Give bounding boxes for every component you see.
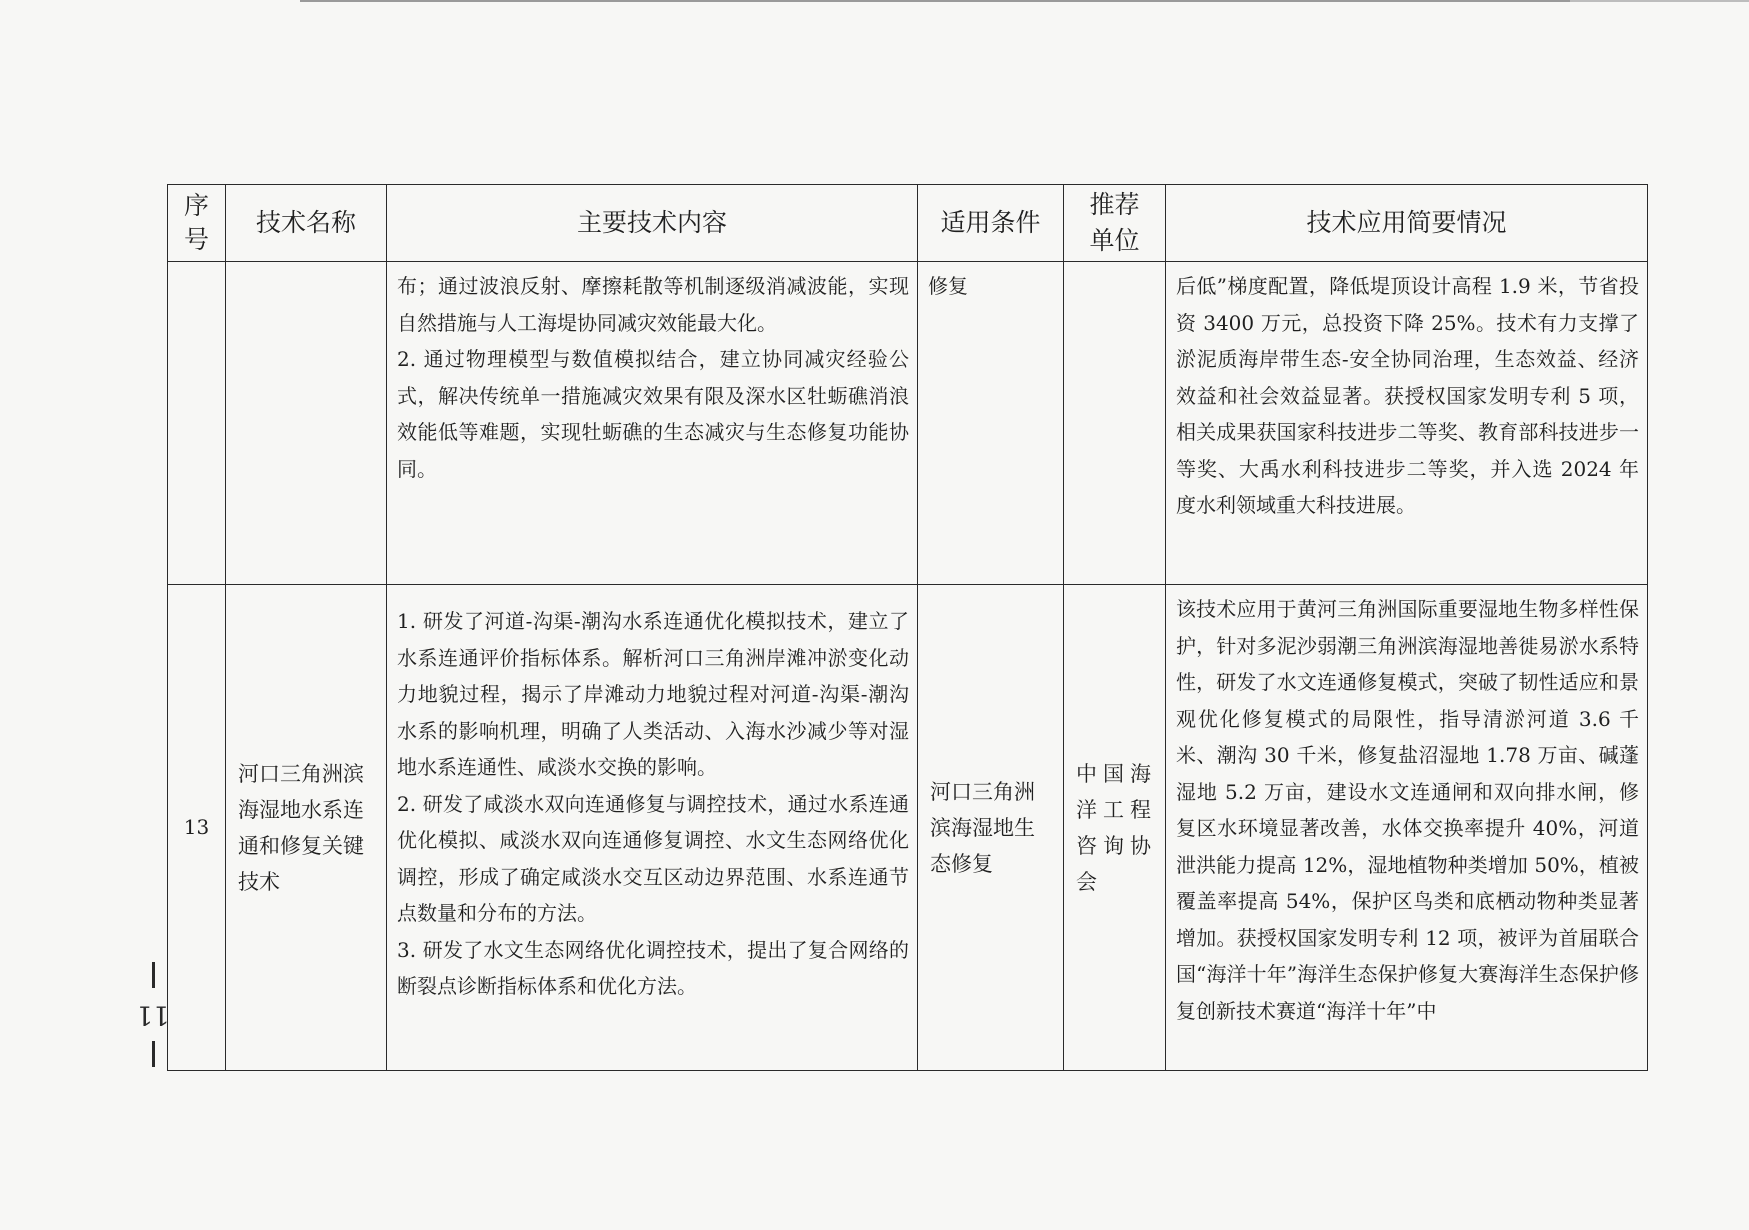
header-application: 技术应用简要情况	[1166, 185, 1648, 262]
top-rule-right	[1570, 0, 1749, 2]
row1-tech-name	[226, 262, 387, 585]
row1-seq	[168, 262, 226, 585]
header-condition: 适用条件	[918, 185, 1064, 262]
header-unit: 推荐单位	[1064, 185, 1166, 262]
header-main-content: 主要技术内容	[387, 185, 918, 262]
row2-seq: 13	[168, 585, 226, 1071]
row1-condition: 修复	[918, 262, 1064, 585]
row2-main-content	[387, 585, 918, 1071]
table-header-row	[168, 185, 1648, 262]
page-number-text: 11	[136, 999, 170, 1030]
row2-content-text: 1. 研发了河道-沟渠-潮沟水系连通优化模拟技术，建立了水系连通评价指标体系。解析河口三角洲岸滩冲淤变化动力地貌过程，揭示了岸滩动力地貌过程对河道-沟渠-潮沟水系的影响机理，明确了人类活动、入海水沙减少等对湿地水系连通性、咸淡水交换的影响。 2. 研发了咸淡水双向连通修复与调控技术，通过水系连通优化模拟、咸淡水双向连通修复调控、水文生态网络优化调控，形成了确定咸淡水交互区动边界范围、水系连通节点数量和分布的方法。 3. 研发了水文生态网络优化调控技术，提出了复合网络的断裂点诊断指标体系和优化方法。	[397, 609, 909, 998]
technology-table	[167, 184, 1648, 1071]
header-seq: 序号	[168, 185, 226, 262]
row1-application: 后低”梯度配置，降低堤顶设计高程 1.9 米，节省投资 3400 万元，总投资下降 25%。技术有力支撑了淤泥质海岸带生态-安全协同治理，生态效益、经济效益和社会效益显著。获授权国家发明专利 5 项，相关成果获国家科技进步二等奖、教育部科技进步一等奖、大禹水利科技进步二等奖，并入选 2024 年度水利领域重大科技进展。	[1166, 262, 1648, 585]
top-rule	[300, 0, 1600, 2]
row2-condition: 河口三角洲滨海湿地生态修复	[918, 585, 1064, 1071]
table-row	[168, 585, 1648, 1071]
row1-unit	[1064, 262, 1166, 585]
row1-main-content	[387, 262, 918, 585]
row2-tech-name: 河口三角洲滨海湿地水系连通和修复关键技术	[226, 585, 387, 1071]
page-number-dash-bottom	[152, 1041, 155, 1067]
row1-content-text: 布；通过波浪反射、摩擦耗散等机制逐级消减波能，实现自然措施与人工海堤协同减灾效能最大化。 2. 通过物理模型与数值模拟结合，建立协同减灾经验公式，解决传统单一措施减灾效果有限及深水区牡蛎礁消浪效能低等难题，实现牡蛎礁的生态减灾与生态修复功能协同。	[397, 274, 909, 481]
row2-application: 该技术应用于黄河三角洲国际重要湿地生物多样性保护，针对多泥沙弱潮三角洲滨海湿地善徙易淤水系特性，研发了水文连通修复模式，突破了韧性适应和景观优化修复模式的局限性，指导清淤河道 3.6 千米、潮沟 30 千米，修复盐沼湿地 1.78 万亩、碱蓬湿地 5.2 万亩，建设水文连通闸和双向排水闸，修复区水环境显著改善，水体交换率提升 40%，河道泄洪能力提高 12%，湿地植物种类增加 50%，植被覆盖率提高 54%，保护区鸟类和底栖动物种类显著增加。获授权国家发明专利 12 项，被评为首届联合国“海洋十年”海洋生态保护修复大赛海洋生态保护修复创新技术赛道“海洋十年”中	[1166, 585, 1648, 1071]
header-tech-name: 技术名称	[226, 185, 387, 262]
row2-unit: 中国海洋工程咨询协会	[1064, 585, 1166, 1071]
page-number	[138, 958, 168, 1071]
page-number-dash-top	[152, 962, 155, 988]
table-row	[168, 262, 1648, 585]
